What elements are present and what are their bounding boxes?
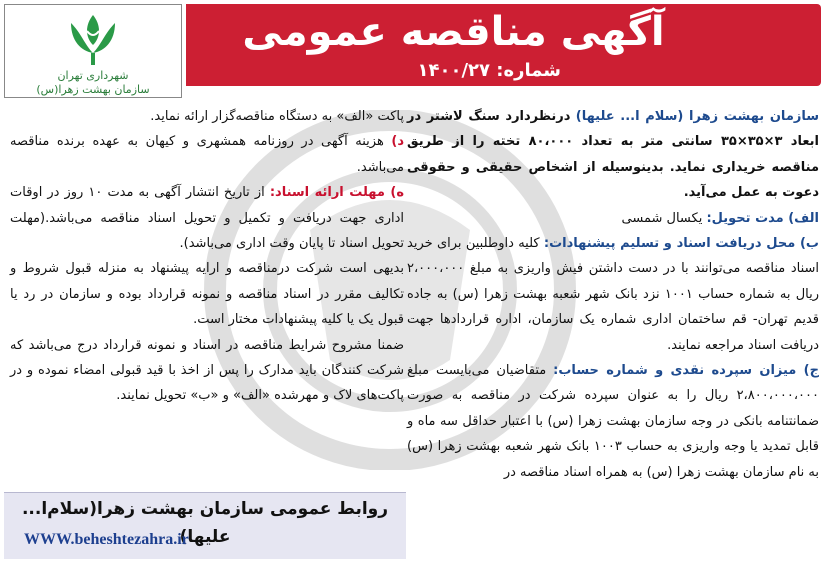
section-b — [407, 231, 819, 358]
section-d — [10, 129, 404, 180]
section-e-text: از تاریخ انتشار آگهی به مدت ۱۰ روز در اوقات اداری جهت دریافت و تکمیل و تحویل اسناد مناقصه می‌باشد.(مهلت تحویل اسناد تا پایان وقت اداری می‌باشد). — [10, 185, 404, 252]
logo-city-text: شهرداری تهران — [57, 69, 129, 82]
section-c-label: ج) میزان سپرده نقدی و شماره حساب: — [553, 363, 819, 379]
left-column — [10, 104, 404, 409]
section-e — [10, 180, 404, 256]
website-link[interactable]: WWW.beheshtezahra.ir — [24, 531, 189, 548]
left-paragraph-1: پاکت «الف» به دستگاه مناقصه‌گزار ارائه نماید. — [150, 109, 404, 124]
section-b-text: کلیه داوطلبین برای خرید اسناد مناقصه می‌توانند با در دست داشتن فیش واریزی به مبلغ ۲،۰۰۰،۰۰۰ ریال به شماره حساب ۱۰۰۱ نزد بانک شهر شعبه بهشت زهرا (س) به جاده قدیم تهران- قم ساختمان اداری شماره یک سازمان، اداره قراردادها جهت دریافت اسناد مراجعه نمایند. — [407, 236, 819, 353]
section-c — [407, 358, 819, 485]
notice-title: آگهی مناقصه عمومی — [242, 9, 665, 55]
footer-box — [4, 492, 406, 559]
organization-logo — [4, 4, 182, 98]
left-paragraph-3: ضمنا مشروح شرایط مناقصه در اسناد و نمونه قرارداد درج می‌باشد که شرکت کنندگان باید مدارک را پس از اخذ با قید قبولی امضاء نموده و در پاکت‌های لاک و مهرشده «الف» و «ب» تحویل نمایند. — [10, 337, 404, 404]
section-d-label: د) — [391, 134, 404, 150]
intro-paragraph — [407, 104, 819, 206]
left-paragraph-2: بدیهی است شرکت درمناقصه و ارایه پیشنهاد به منزله قبول شروط و تکالیف مقرر در اسناد مناقصه و نمونه قرارداد بوده و سازمان در رد یا قبول یک یا کلیه پیشنهادات مختار است. — [10, 261, 404, 328]
header-banner — [186, 4, 821, 86]
section-a — [407, 206, 819, 231]
intro-org-name: سازمان بهشت زهرا (سلام ا... علیها) — [575, 109, 820, 124]
tulip-emblem-icon — [63, 11, 123, 67]
section-d-text: هزینه آگهی در روزنامه همشهری و کیهان به عهده برنده مناقصه می‌باشد. — [10, 134, 404, 175]
section-a-text: یکسال شمسی — [621, 210, 703, 226]
section-e-label: ه) مهلت ارائه اسناد: — [269, 185, 404, 201]
right-column — [407, 104, 819, 485]
section-c-text: متقاضیان می‌بایست مبلغ ۲،۸۰۰،۰۰۰،۰۰۰ ریال را به عنوان سپرده شرکت در مناقصه به صورت ضمانتنامه بانکی در وجه سازمان بهشت زهرا (س) با اعتبار حداقل سه ماه و قابل تمدید یا وجه واریزی به حساب ۱۰۰۳ بانک شهر شعبه بهشت زهرا (س) به نام سازمان بهشت زهرا (س) به همراه اسناد مناقصه در — [407, 363, 819, 480]
logo-org-text: سازمان بهشت زهرا(س) — [36, 83, 150, 96]
section-a-label: الف) مدت تحویل: — [706, 210, 819, 226]
intro-text: درنظردارد سنگ لاشتر در ابعاد ۳×۳۵×۳۵ سانتی متر به تعداد ۸۰،۰۰۰ تخته را از طریق مناقصه خریداری نماید. بدینوسیله از اشخاص حقیقی و حقوقی دعوت به عمل می‌آید. — [407, 109, 819, 201]
footer-title: روابط عمومی سازمان بهشت زهرا(سلام‌ا... علیها) — [21, 499, 389, 547]
section-b-label: ب) محل دریافت اسناد و تسلیم پیشنهادات: — [543, 236, 819, 252]
notice-number: شماره: ۱۴۰۰/۲۷ — [417, 60, 561, 81]
